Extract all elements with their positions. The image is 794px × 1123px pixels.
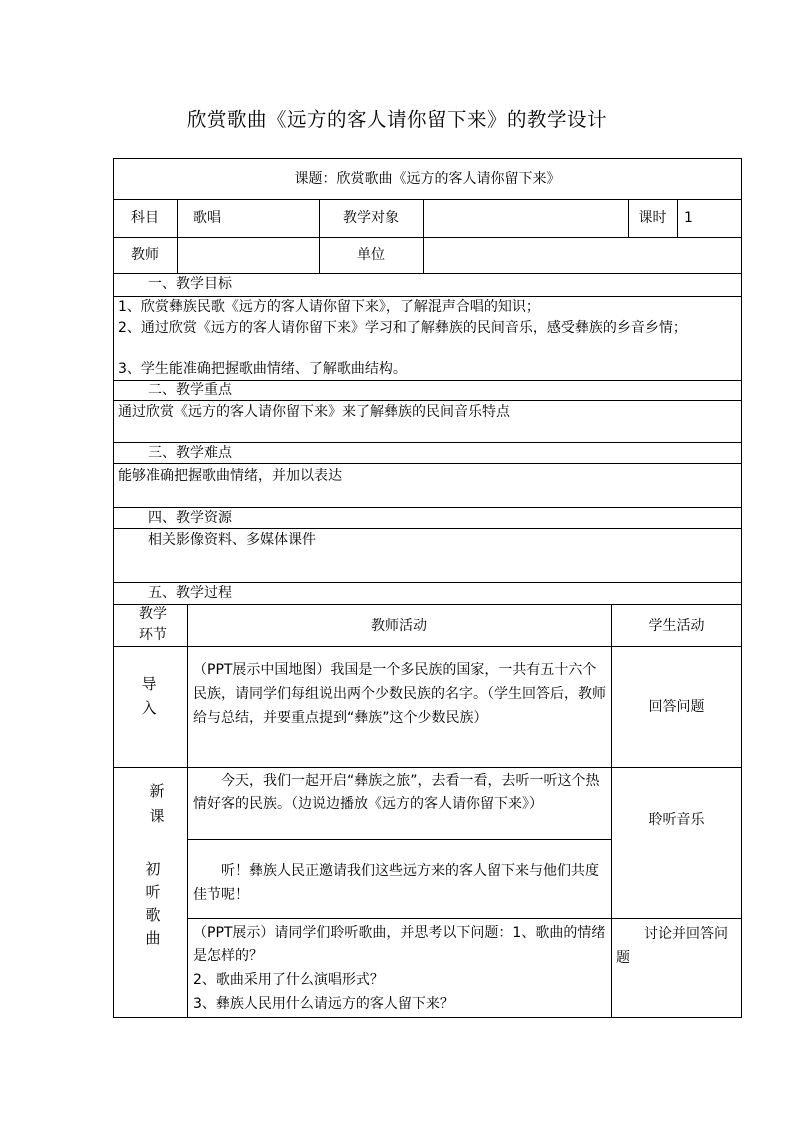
key-points-text: 通过欣赏《远方的客人请你留下来》来了解彝族的民间音乐特点 [118,404,510,420]
teacher-label: 教师 [131,247,159,263]
stage-cell: 导入 [141,675,157,717]
goals-heading: 一、教学目标 [148,276,232,292]
document-title: 欣赏歌曲《远方的客人请你留下来》的教学设计 [186,108,607,131]
col-teacher-header: 教师活动 [371,618,427,634]
topic-label: 课题：欣赏歌曲《远方的客人请你留下来》 [294,171,561,187]
resources-text: 相关影像资料、多媒体课件 [148,532,316,548]
teacher-activity-line: 2、歌曲采用了什么演唱形式？ [193,972,384,988]
goal-item: 2、通过欣赏《远方的客人请你留下来》学习和了解彝族的民间音乐，感受彝族的乡音乡情； [118,320,687,336]
audience-label: 教学对象 [343,210,399,226]
student-activity-cell: 讨论并回答问题 [616,926,728,966]
hours-label: 课时 [638,210,667,226]
teacher-activity-cell: （PPT展示中国地图）我国是一个多民族的国家，一共有五十六个民族，请同学们每组说出两个少数民族的名字。（学生回答后，教师给与总结，并要重点提到“彝族”这个少数民族） [193,662,606,726]
goal-item: 3、学生能准确把握歌曲情绪、了解歌曲结构。 [118,361,407,377]
stage-cell: 初听歌曲 [145,860,161,947]
teacher-activity-cell: 听！彝族人民正邀请我们这些远方来的客人留下来与他们共度佳节呢！ [193,863,599,903]
process-heading: 五、教学过程 [148,585,232,601]
subject-value: 歌唱 [193,210,221,226]
unit-label: 单位 [357,247,385,263]
student-activity-cell: 聆听音乐 [648,812,705,828]
student-activity-cell: 回答问题 [648,699,705,715]
difficulties-heading: 三、教学难点 [148,445,232,461]
difficulties-text: 能够准确把握歌曲情绪，并加以表达 [118,468,342,484]
col-stage-header: 教学环节 [139,606,167,643]
teacher-activity-line: 3、彝族人民用什么请远方的客人留下来？ [193,996,454,1012]
teacher-activity-cell: 今天，我们一起开启“彝族之旅”，去看一看，去听一听这个热情好客的民族。（边说边播放《远方的客人请你留下来》） [193,773,600,812]
subject-label: 科目 [131,210,159,226]
goal-item: 1、欣赏彝族民歌《远方的客人请你留下来》，了解混声合唱的知识； [118,299,540,315]
resources-heading: 四、教学资源 [148,510,232,526]
teacher-activity-cell: （PPT展示）请同学们聆听歌曲，并思考以下问题：1、歌曲的情绪是怎样的？ [193,925,606,964]
stage-cell: 新课 [149,782,165,825]
col-student-header: 学生活动 [648,618,705,634]
hours-value: 1 [684,210,693,226]
key-points-heading: 二、教学重点 [148,382,232,398]
